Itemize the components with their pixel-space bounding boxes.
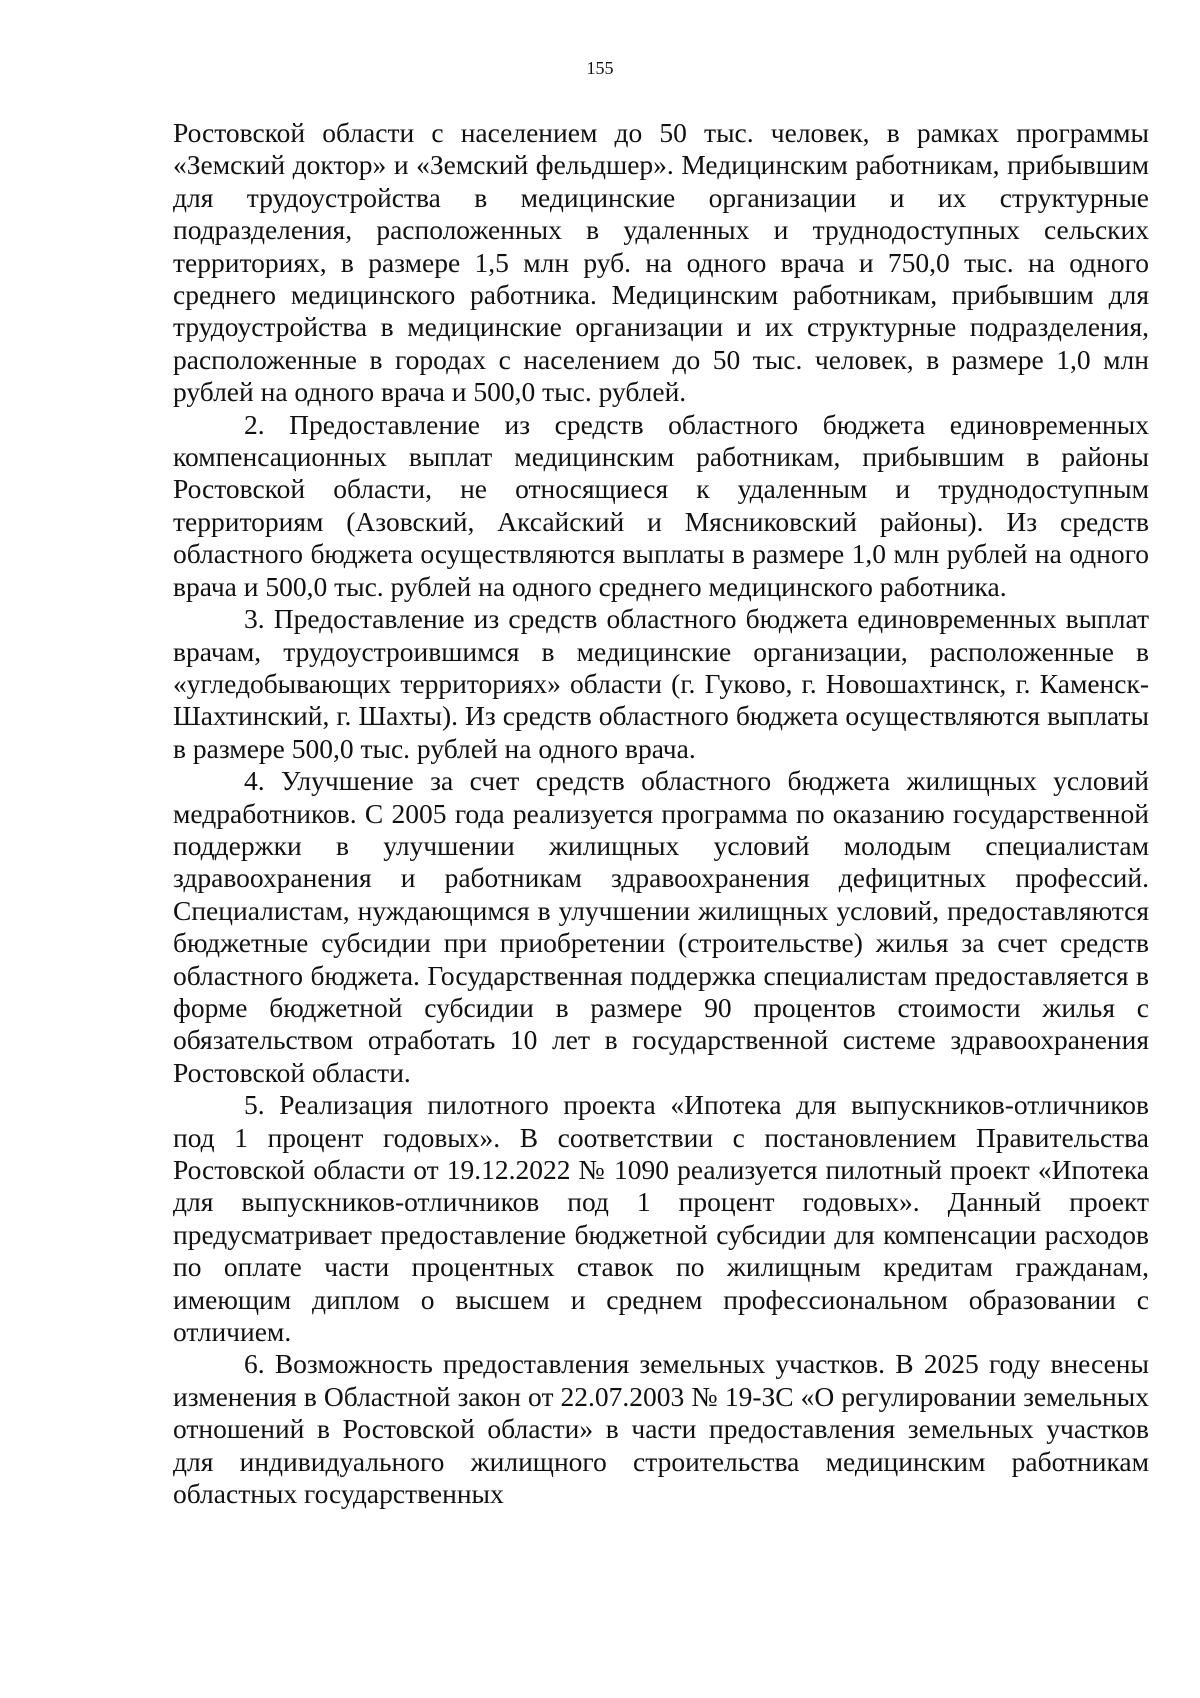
paragraph-item-4: 4. Улучшение за счет средств областного бюджета жилищных условий медработников. С 2005 года реализуется программа по оказанию государственной поддержки в улучшении жилищных условий молодым специалистам здравоохранения и работникам здравоохранения дефицитных профессий. Специалистам, нуждающимся в улучшении жилищных условий, предоставляются бюджетные субсидии при приобретении (строительстве) жилья за счет средств областного бюджета. Государственная поддержка специалистам предоставляется в форме бюджетной субсидии в размере 90 процентов стоимости жилья с обязательством отработать 10 лет в государственной системе здравоохранения Ростовской области. (173, 765, 1149, 1088)
document-body (173, 117, 1149, 1510)
paragraph-item-2: 2. Предоставление из средств областного бюджета единовременных компенсационных выплат медицинским работникам, прибывшим в районы Ростовской области, не относящиеся к удаленным и труднодоступным территориям (Азовский, Аксайский и Мясниковский районы). Из средств областного бюджета осуществляются выплаты в размере 1,0 млн рублей на одного врача и 500,0 тыс. рублей на одного среднего медицинского работника. (173, 408, 1149, 602)
paragraph-continuation: Ростовской области с населением до 50 тыс. человек, в рамках программы «Земский доктор» и «Земский фельдшер». Медицинским работникам, прибывшим для трудоустройства в медицинские организации и их структурные подразделения, расположенных в удаленных и труднодоступных сельских территориях, в размере 1,5 млн руб. на одного врача и 750,0 тыс. на одного среднего медицинского работника. Медицинским работникам, прибывшим для трудоустройства в медицинские организации и их структурные подразделения, расположенные в городах с населением до 50 тыс. человек, в размере 1,0 млн рублей на одного врача и 500,0 тыс. рублей. (173, 117, 1149, 408)
paragraph-item-3: 3. Предоставление из средств областного бюджета единовременных выплат врачам, трудоустроившимся в медицинские организации, расположенные в «угледобывающих территориях» области (г. Гуково, г. Новошахтинск, г. Каменск-Шахтинский, г. Шахты). Из средств областного бюджета осуществляются выплаты в размере 500,0 тыс. рублей на одного врача. (173, 603, 1149, 764)
paragraph-item-5: 5. Реализация пилотного проекта «Ипотека для выпускников-отличников под 1 процент годовых». В соответствии с постановлением Правительства Ростовской области от 19.12.2022 № 1090 реализуется пилотный проект «Ипотека для выпускников-отличников под 1 процент годовых». Данный проект предусматривает предоставление бюджетной субсидии для компенсации расходов по оплате части процентных ставок по жилищным кредитам гражданам, имеющим диплом о высшем и среднем профессиональном образовании с отличием. (173, 1089, 1149, 1348)
paragraph-item-6: 6. Возможность предоставления земельных участков. В 2025 году внесены изменения в Областной закон от 22.07.2003 № 19-ЗС «О регулировании земельных отношений в Ростовской области» в части предоставления земельных участков для индивидуального жилищного строительства медицинским работникам областных государственных (173, 1348, 1149, 1510)
page-number: 155 (586, 58, 614, 78)
